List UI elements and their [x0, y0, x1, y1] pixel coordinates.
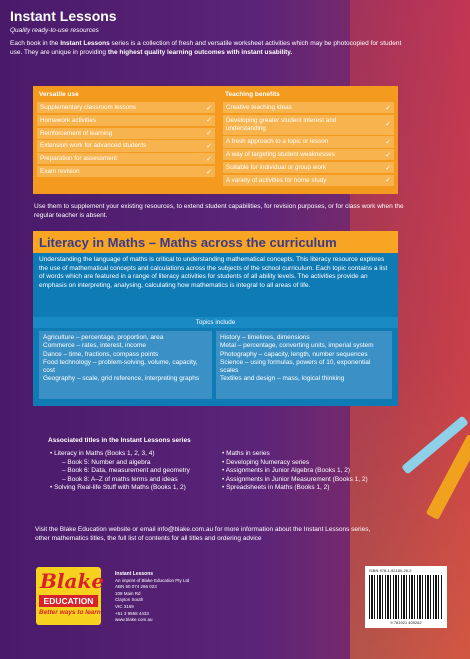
associated-list-left: [50, 450, 190, 493]
imprint-line: ABN 50 074 266 023: [115, 584, 157, 590]
teaching-benefits-column: [223, 90, 394, 188]
visit-info: Visit the Blake Education website or email info@blake.com.au for more information about the Instant Lessons series, other mathematics titles, the full list of contents for all titles and ordering advice: [35, 526, 371, 542]
list-item: – Book 8: A–Z of maths terms and ideas: [62, 475, 178, 483]
intro-bold: Instant Lessons: [60, 40, 110, 47]
list-item: Creative teaching ideas ✓: [223, 102, 394, 113]
list-item: Preparation for assessment ✓: [37, 153, 215, 164]
list-item: Food technology – problem-solving, volume, capacity, cost: [43, 358, 198, 375]
list-item: Extension work for advanced students ✓: [37, 140, 215, 151]
list-item: Dance – time, fractions, compass points: [43, 350, 159, 358]
list-item: – Book 5: Number and algebra: [62, 458, 151, 466]
list-item: Textiles and design – mass, logical thinking: [220, 375, 345, 383]
list-item: • Developing Numeracy series: [222, 458, 310, 466]
check-icon: ✓: [206, 168, 212, 176]
barcode-number: 9 781921 409262: [390, 620, 422, 625]
topics-left: [39, 331, 212, 399]
list-item: A fresh approach to a topic or lesson ✓: [223, 136, 394, 147]
page-title: Instant Lessons: [10, 8, 117, 24]
list-item: Commerce – rates, interest, income: [43, 342, 146, 350]
imprint-line: An imprint of Blake Education Pty Ltd: [115, 577, 190, 583]
list-item: Photography – capacity, length, number sequences: [220, 350, 368, 358]
list-item: Supplementary classroom lessons ✓: [37, 102, 215, 113]
versatile-heading: Versatile use: [39, 91, 79, 98]
check-icon: ✓: [385, 151, 391, 159]
list-item: A way of targeting student weaknesses ✓: [223, 149, 394, 160]
list-item: Agriculture – percentage, proportion, area: [43, 334, 164, 341]
list-item: • Assignments in Junior Algebra (Books 1, 2): [222, 467, 351, 475]
list-item: Homework activities ✓: [37, 115, 215, 126]
literacy-panel: [33, 231, 398, 406]
list-item: Suitable for individual or group work ✓: [223, 162, 394, 173]
check-icon: ✓: [206, 155, 212, 163]
check-icon: ✓: [206, 142, 212, 150]
blake-education-logo: [36, 567, 105, 625]
imprint-line: www.blake.com.au: [115, 617, 153, 623]
list-item: • Literacy in Maths (Books 1, 2, 3, 4): [50, 450, 155, 457]
features-panel: [33, 86, 398, 194]
topics-label: Topics include: [33, 317, 398, 328]
list-item: Reinforcement of learning ✓: [37, 128, 215, 139]
barcode-bars: [369, 575, 443, 619]
list-item: Exam revision ✓: [37, 166, 215, 177]
check-icon: ✓: [206, 117, 212, 125]
tagline: Quality ready-to-use resources: [10, 27, 99, 34]
list-item: • Spreadsheets in Maths (Books 1, 2): [222, 484, 330, 492]
list-item: – Book 6: Data, measurement and geometry: [62, 467, 190, 475]
check-icon: ✓: [385, 164, 391, 172]
check-icon: ✓: [206, 104, 212, 112]
check-icon: ✓: [385, 120, 391, 128]
isbn: ISBN 978-1-92180-26-2: [369, 568, 412, 573]
imprint-line: Clayton South: [115, 597, 144, 603]
list-item: Developing greater student interest and understanding ✓: [223, 115, 394, 135]
check-icon: ✓: [385, 177, 391, 185]
logo-slogan: Better ways to learn: [39, 609, 101, 616]
list-item: Metal – percentage, converting units, imperial system: [220, 342, 374, 350]
list-item: A variety of activities for home study ✓: [223, 175, 394, 186]
associated-heading: Associated titles in the Instant Lessons series: [48, 437, 191, 444]
check-icon: ✓: [206, 130, 212, 138]
list-item: • Solving Real-life Stuff with Maths (Books 1, 2): [50, 484, 186, 492]
associated-list-right: [222, 450, 368, 493]
imprint-line: +61 3 9558 4433: [115, 610, 149, 616]
publisher-imprint: [115, 571, 189, 624]
imprint-line: 108 Main Rd: [115, 590, 141, 596]
imprint-heading: Instant Lessons: [115, 571, 154, 577]
list-item: • Maths in series: [222, 450, 270, 457]
list-item: History – timelines, dimensions: [220, 334, 310, 341]
logo-name: Blake: [40, 569, 105, 593]
barcode: [365, 566, 447, 628]
intro-text: Each book in the: [10, 40, 61, 47]
list-item: • Assignments in Junior Measurement (Books 1, 2): [222, 475, 368, 483]
logo-education: EDUCATION: [39, 595, 98, 607]
literacy-description: Understanding the language of maths is critical to understanding mathematical concepts. This literacy resource explores the use of mathematical concepts and calculations across the subjects of the school curriculum. Each topic contains a list of words which are featured in a range of literacy activities for students of all ability levels. The activities provide an emphasis on interpreting, analysing, calculating how mathematics is integral to all areas of life.: [39, 256, 388, 289]
list-item: Geography – scale, grid reference, interpreting graphs: [43, 375, 200, 383]
versatile-use-column: [37, 90, 215, 179]
check-icon: ✓: [385, 138, 391, 146]
topics-right: [216, 331, 392, 399]
usage-instructions: Use them to supplement your existing resources, to extend student capabilities, for revision purposes, or for class work when the regular teacher is absent.: [34, 203, 404, 219]
check-icon: ✓: [385, 104, 391, 112]
intro-paragraph: [10, 40, 410, 57]
intro-text: series is a collection of fresh and versatile worksheet activities which may be photocopied for student use. They are unique in providing: [10, 40, 402, 56]
list-item: Science – using formulas, powers of 10, exponential scales: [220, 358, 371, 375]
intro-bold: the highest quality learning outcomes with instant usability.: [107, 48, 293, 56]
imprint-line: VIC 3169: [115, 603, 134, 609]
literacy-heading: Literacy in Maths – Maths across the curriculum: [33, 231, 398, 253]
benefits-heading: Teaching benefits: [225, 91, 280, 98]
